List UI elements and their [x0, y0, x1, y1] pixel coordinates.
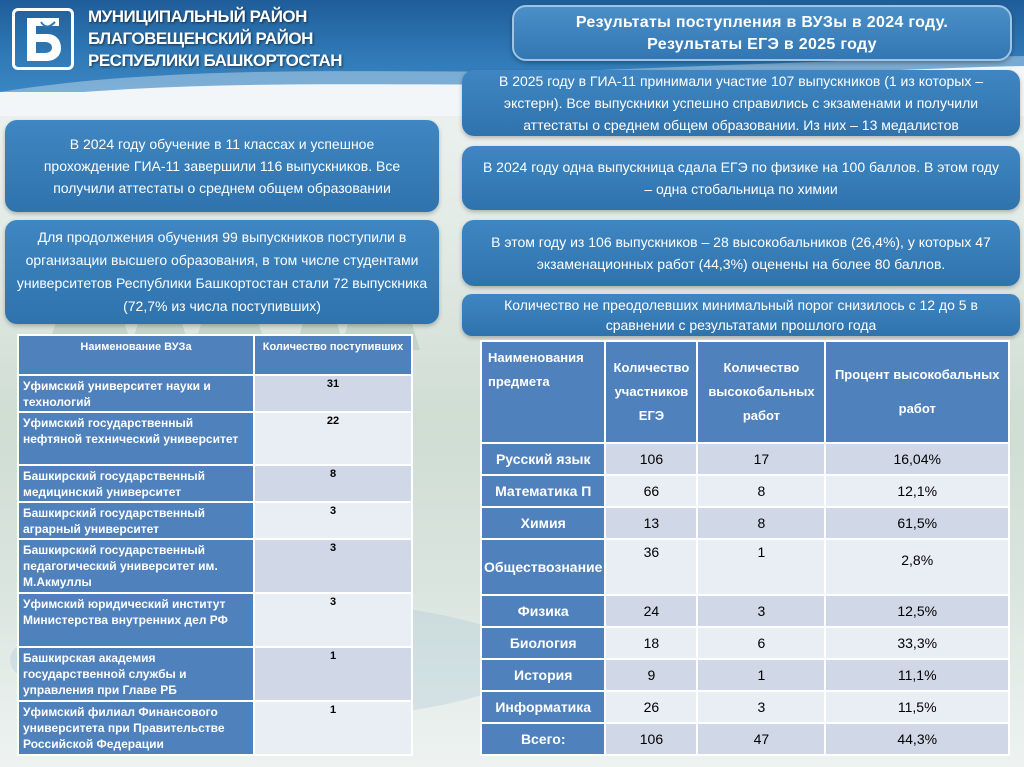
participants-count: 106 — [605, 443, 697, 475]
subject-header: Наименования предмета — [481, 341, 605, 443]
table-row-total — [481, 723, 1009, 755]
university-admission-text: Для продолжения обучения 99 выпускников поступили в организации высшего образования, в том числе студентами университетов Республики Башкортостан стали 72 выпускника (72,7% из числа поступивших) — [16, 229, 428, 314]
university-name: Башкирская академия государственной службы и управления при Главе РБ — [18, 647, 254, 701]
participants-count: 13 — [605, 507, 697, 539]
slide-title-line-1: Результаты поступления в ВУЗы в 2024 году. — [575, 14, 949, 31]
participants-count: 9 — [605, 659, 697, 691]
slide-title — [512, 5, 1012, 61]
university-name: Уфимский филиал Финансового университета при Правительстве Российской Федерации — [18, 701, 254, 755]
info-box-physics-100 — [462, 146, 1020, 210]
org-line-1: МУНИЦИПАЛЬНЫЙ РАЙОН — [88, 7, 307, 26]
table-row — [481, 475, 1009, 507]
high-works-count: 1 — [697, 539, 825, 595]
slide-title-line-2: Результаты ЕГЭ в 2025 году — [647, 36, 877, 53]
admitted-count: 3 — [254, 502, 412, 539]
universities-header-row — [18, 335, 412, 375]
university-name: Башкирский государственный педагогический университет им. М.Акмуллы — [18, 539, 254, 593]
subject-name: Химия — [481, 507, 605, 539]
ege-results-table — [480, 340, 1010, 756]
info-box-university-admission — [5, 220, 439, 324]
organization-title — [88, 6, 508, 72]
info-box-gia-2025 — [462, 70, 1020, 136]
table-row — [481, 627, 1009, 659]
subject-name: Всего: — [481, 723, 605, 755]
participants-count: 26 — [605, 691, 697, 723]
participants-count: 36 — [605, 539, 697, 595]
admitted-count: 3 — [254, 593, 412, 647]
org-line-2: БЛАГОВЕЩЕНСКИЙ РАЙОН — [88, 29, 313, 48]
table-row — [18, 539, 412, 593]
participants-header: Количество участников ЕГЭ — [605, 341, 697, 443]
high-works-header: Количество высокобальных работ — [697, 341, 825, 443]
participants-count: 24 — [605, 595, 697, 627]
high-works-count: 8 — [697, 475, 825, 507]
university-name-header: Наименование ВУЗа — [18, 335, 254, 375]
participants-count: 106 — [605, 723, 697, 755]
admitted-count: 8 — [254, 465, 412, 502]
high-works-percent: 61,5% — [825, 507, 1009, 539]
org-line-3: РЕСПУБЛИКИ БАШКОРТОСТАН — [88, 51, 343, 70]
table-row — [481, 595, 1009, 627]
high-works-percent: 12,1% — [825, 475, 1009, 507]
table-row — [481, 691, 1009, 723]
high-works-percent: 11,1% — [825, 659, 1009, 691]
gia-2025-text: В 2025 году в ГИА-11 принимали участие 107 выпускников (1 из которых – экстерн). Все выпускники успешно справились с экзаменами и получили аттестаты о среднем общем образовании. Из них – 13 медалистов — [498, 73, 984, 133]
high-works-percent: 11,5% — [825, 691, 1009, 723]
table-row — [18, 701, 412, 755]
high-works-count: 17 — [697, 443, 825, 475]
high-works-count: 3 — [697, 691, 825, 723]
table-row — [18, 502, 412, 539]
high-works-count: 1 — [697, 659, 825, 691]
admitted-count-header: Количество поступивших — [254, 335, 412, 375]
high-works-percent: 12,5% — [825, 595, 1009, 627]
admitted-count: 1 — [254, 701, 412, 755]
admitted-count: 22 — [254, 412, 412, 465]
subject-name: Математика П — [481, 475, 605, 507]
ege-header-row — [481, 341, 1009, 443]
table-row — [18, 465, 412, 502]
logo-b-icon — [21, 14, 65, 64]
physics-100-text: В 2024 году одна выпускница сдала ЕГЭ по физике на 100 баллов. В этом году – одна стобальница по химии — [482, 159, 1000, 197]
info-box-high-scores — [462, 220, 1020, 286]
info-box-min-threshold — [462, 294, 1020, 336]
high-works-count: 47 — [697, 723, 825, 755]
high-works-count: 3 — [697, 595, 825, 627]
high-works-percent: 33,3% — [825, 627, 1009, 659]
participants-count: 18 — [605, 627, 697, 659]
high-scores-text: В этом году из 106 выпускников – 28 высокобальников (26,4%), у которых 47 экзаменационных работ (44,3%) оценены на более 80 баллов. — [491, 234, 991, 272]
high-works-count: 8 — [697, 507, 825, 539]
admitted-count: 31 — [254, 375, 412, 412]
table-row — [18, 593, 412, 647]
admitted-count: 1 — [254, 647, 412, 701]
universities-table — [17, 334, 413, 756]
university-name: Уфимский университет науки и технологий — [18, 375, 254, 412]
high-works-count: 6 — [697, 627, 825, 659]
table-row — [481, 443, 1009, 475]
table-row — [481, 539, 1009, 595]
min-threshold-text: Количество не преодолевших минимальный порог снизилось с 12 до 5 в сравнении с результатами прошлого года — [504, 297, 978, 333]
table-row — [481, 507, 1009, 539]
subject-name: Русский язык — [481, 443, 605, 475]
university-name: Башкирский государственный аграрный университет — [18, 502, 254, 539]
info-box-graduates-2024 — [5, 120, 439, 212]
subject-name: Обществознание — [481, 539, 605, 595]
high-works-percent: 16,04% — [825, 443, 1009, 475]
admitted-count: 3 — [254, 539, 412, 593]
university-name: Башкирский государственный медицинский университет — [18, 465, 254, 502]
participants-count: 66 — [605, 475, 697, 507]
graduates-2024-text: В 2024 году обучение в 11 классах и успешное прохождение ГИА-11 завершили 116 выпускников. Все получили аттестаты о среднем общем образовании — [43, 136, 401, 196]
district-logo — [12, 8, 74, 70]
high-works-percent: 44,3% — [825, 723, 1009, 755]
table-row — [18, 647, 412, 701]
university-name: Уфимский юридический институт Министерства внутренних дел РФ — [18, 593, 254, 647]
university-name: Уфимский государственный нефтяной технический университет — [18, 412, 254, 465]
table-row — [18, 412, 412, 465]
subject-name: Физика — [481, 595, 605, 627]
subject-name: Информатика — [481, 691, 605, 723]
table-row — [481, 659, 1009, 691]
subject-name: История — [481, 659, 605, 691]
high-works-percent: 2,8% — [825, 539, 1009, 595]
percent-header: Процент высокобальных работ — [825, 341, 1009, 443]
table-row — [18, 375, 412, 412]
subject-name: Биология — [481, 627, 605, 659]
